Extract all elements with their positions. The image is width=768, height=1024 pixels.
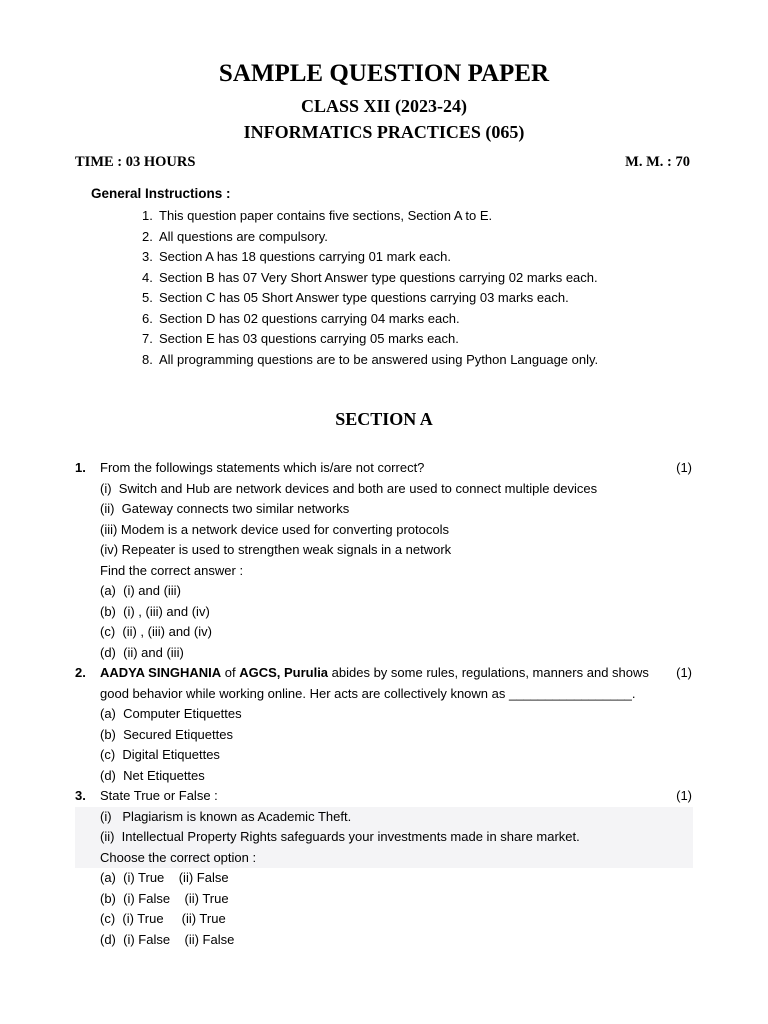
instruction-number: 5. <box>142 290 153 305</box>
question-stem-line <box>75 663 693 684</box>
answer-option: (c) Digital Etiquettes <box>100 747 220 762</box>
instruction-text: Section A has 18 questions carrying 01 mark each. <box>159 249 451 264</box>
instruction-text: Section C has 05 Short Answer type questions carrying 03 marks each. <box>159 290 569 305</box>
statement: (ii) Gateway connects two similar networks <box>100 501 350 516</box>
question-stem: From the followings statements which is/are not correct? <box>100 460 425 475</box>
instruction-item <box>142 227 598 248</box>
instruction-number: 7. <box>142 331 153 346</box>
statement-block <box>75 807 693 869</box>
class-line: CLASS XII (2023-24) <box>300 96 468 116</box>
instruction-text: This question paper contains five sections, Section A to E. <box>159 208 493 223</box>
question-1 <box>75 458 693 663</box>
question-marks: (1) <box>676 460 692 475</box>
instruction-number: 6. <box>142 310 153 326</box>
question-stem <box>100 663 649 684</box>
instructions-list <box>142 206 598 370</box>
statement: (iv) Repeater is used to strengthen weak signals in a network <box>100 542 452 557</box>
subject-line: INFORMATICS PRACTICES (065) <box>243 122 525 142</box>
answer-option: (c) (ii) , (iii) and (iv) <box>100 624 212 639</box>
answer-blank: _________________ <box>509 685 632 701</box>
instruction-item <box>142 329 598 350</box>
question-number: 1. <box>75 460 86 475</box>
answer-option: (a) (i) True (ii) False <box>100 870 229 885</box>
stem-text: abides by some rules, regulations, manners and shows <box>328 665 649 680</box>
question-stem: State True or False : <box>100 788 218 803</box>
answer-option: (a) Computer Etiquettes <box>100 706 242 721</box>
answer-option: (c) (i) True (ii) True <box>100 911 226 926</box>
instruction-text: Section B has 07 Very Short Answer type questions carrying 02 marks each. <box>159 269 598 285</box>
answer-prompt: Find the correct answer : <box>100 562 244 578</box>
answer-option: (d) Net Etiquettes <box>100 767 205 783</box>
statement: (ii) Intellectual Property Rights safeguards your investments made in share market. <box>100 829 580 844</box>
instruction-item <box>142 206 598 227</box>
instruction-item <box>142 247 598 268</box>
question-stem-line <box>75 458 693 479</box>
answer-option: (b) Secured Etiquettes <box>100 726 233 742</box>
statement: (i) Switch and Hub are network devices and both are used to connect multiple devices <box>100 480 598 496</box>
instructions-heading: General Instructions : <box>91 186 231 201</box>
instruction-item <box>142 268 598 289</box>
instruction-number: 4. <box>142 269 153 285</box>
instruction-number: 3. <box>142 249 153 264</box>
question-marks: (1) <box>676 788 692 803</box>
instruction-item <box>142 288 598 309</box>
answer-prompt: Choose the correct option : <box>100 849 257 865</box>
instruction-item <box>142 309 598 330</box>
question-2 <box>75 663 693 786</box>
instruction-number: 8. <box>142 351 153 367</box>
instruction-text: All questions are compulsory. <box>159 228 328 244</box>
school-name: AGCS, Purulia <box>239 665 329 680</box>
question-marks: (1) <box>676 665 692 680</box>
stem-connector: of <box>221 665 240 680</box>
answer-option: (d) (i) False (ii) False <box>100 931 235 947</box>
instruction-text: All programming questions are to be answered using Python Language only. <box>159 351 599 367</box>
stem-text: good behavior while working online. Her acts are collectively known as <box>100 685 509 701</box>
answer-option: (b) (i) , (iii) and (iv) <box>100 603 210 619</box>
question-stem-line <box>75 684 693 705</box>
statement: (i) Plagiarism is known as Academic Theft. <box>100 808 352 824</box>
section-a-heading: SECTION A <box>335 409 433 429</box>
instruction-number: 2. <box>142 228 153 244</box>
question-number: 3. <box>75 788 86 803</box>
maximum-marks: M. M. : 70 <box>625 154 690 170</box>
time-allowed: TIME : 03 HOURS <box>75 154 196 170</box>
answer-option: (a) (i) and (iii) <box>100 583 181 598</box>
question-stem-line <box>75 786 693 807</box>
question-3 <box>75 786 693 950</box>
question-number: 2. <box>75 665 86 680</box>
instruction-number: 1. <box>142 208 153 223</box>
paper-title: SAMPLE QUESTION PAPER <box>218 60 550 87</box>
instruction-text: Section E has 03 questions carrying 05 marks each. <box>159 331 459 346</box>
statement: (iii) Modem is a network device used for converting protocols <box>100 521 449 537</box>
instruction-text: Section D has 02 questions carrying 04 marks each. <box>159 310 460 326</box>
student-name: AADYA SINGHANIA <box>100 665 222 680</box>
stem-end: . <box>631 685 636 701</box>
answer-option: (d) (ii) and (iii) <box>100 644 184 660</box>
instruction-item <box>142 350 598 371</box>
answer-option: (b) (i) False (ii) True <box>100 890 229 906</box>
